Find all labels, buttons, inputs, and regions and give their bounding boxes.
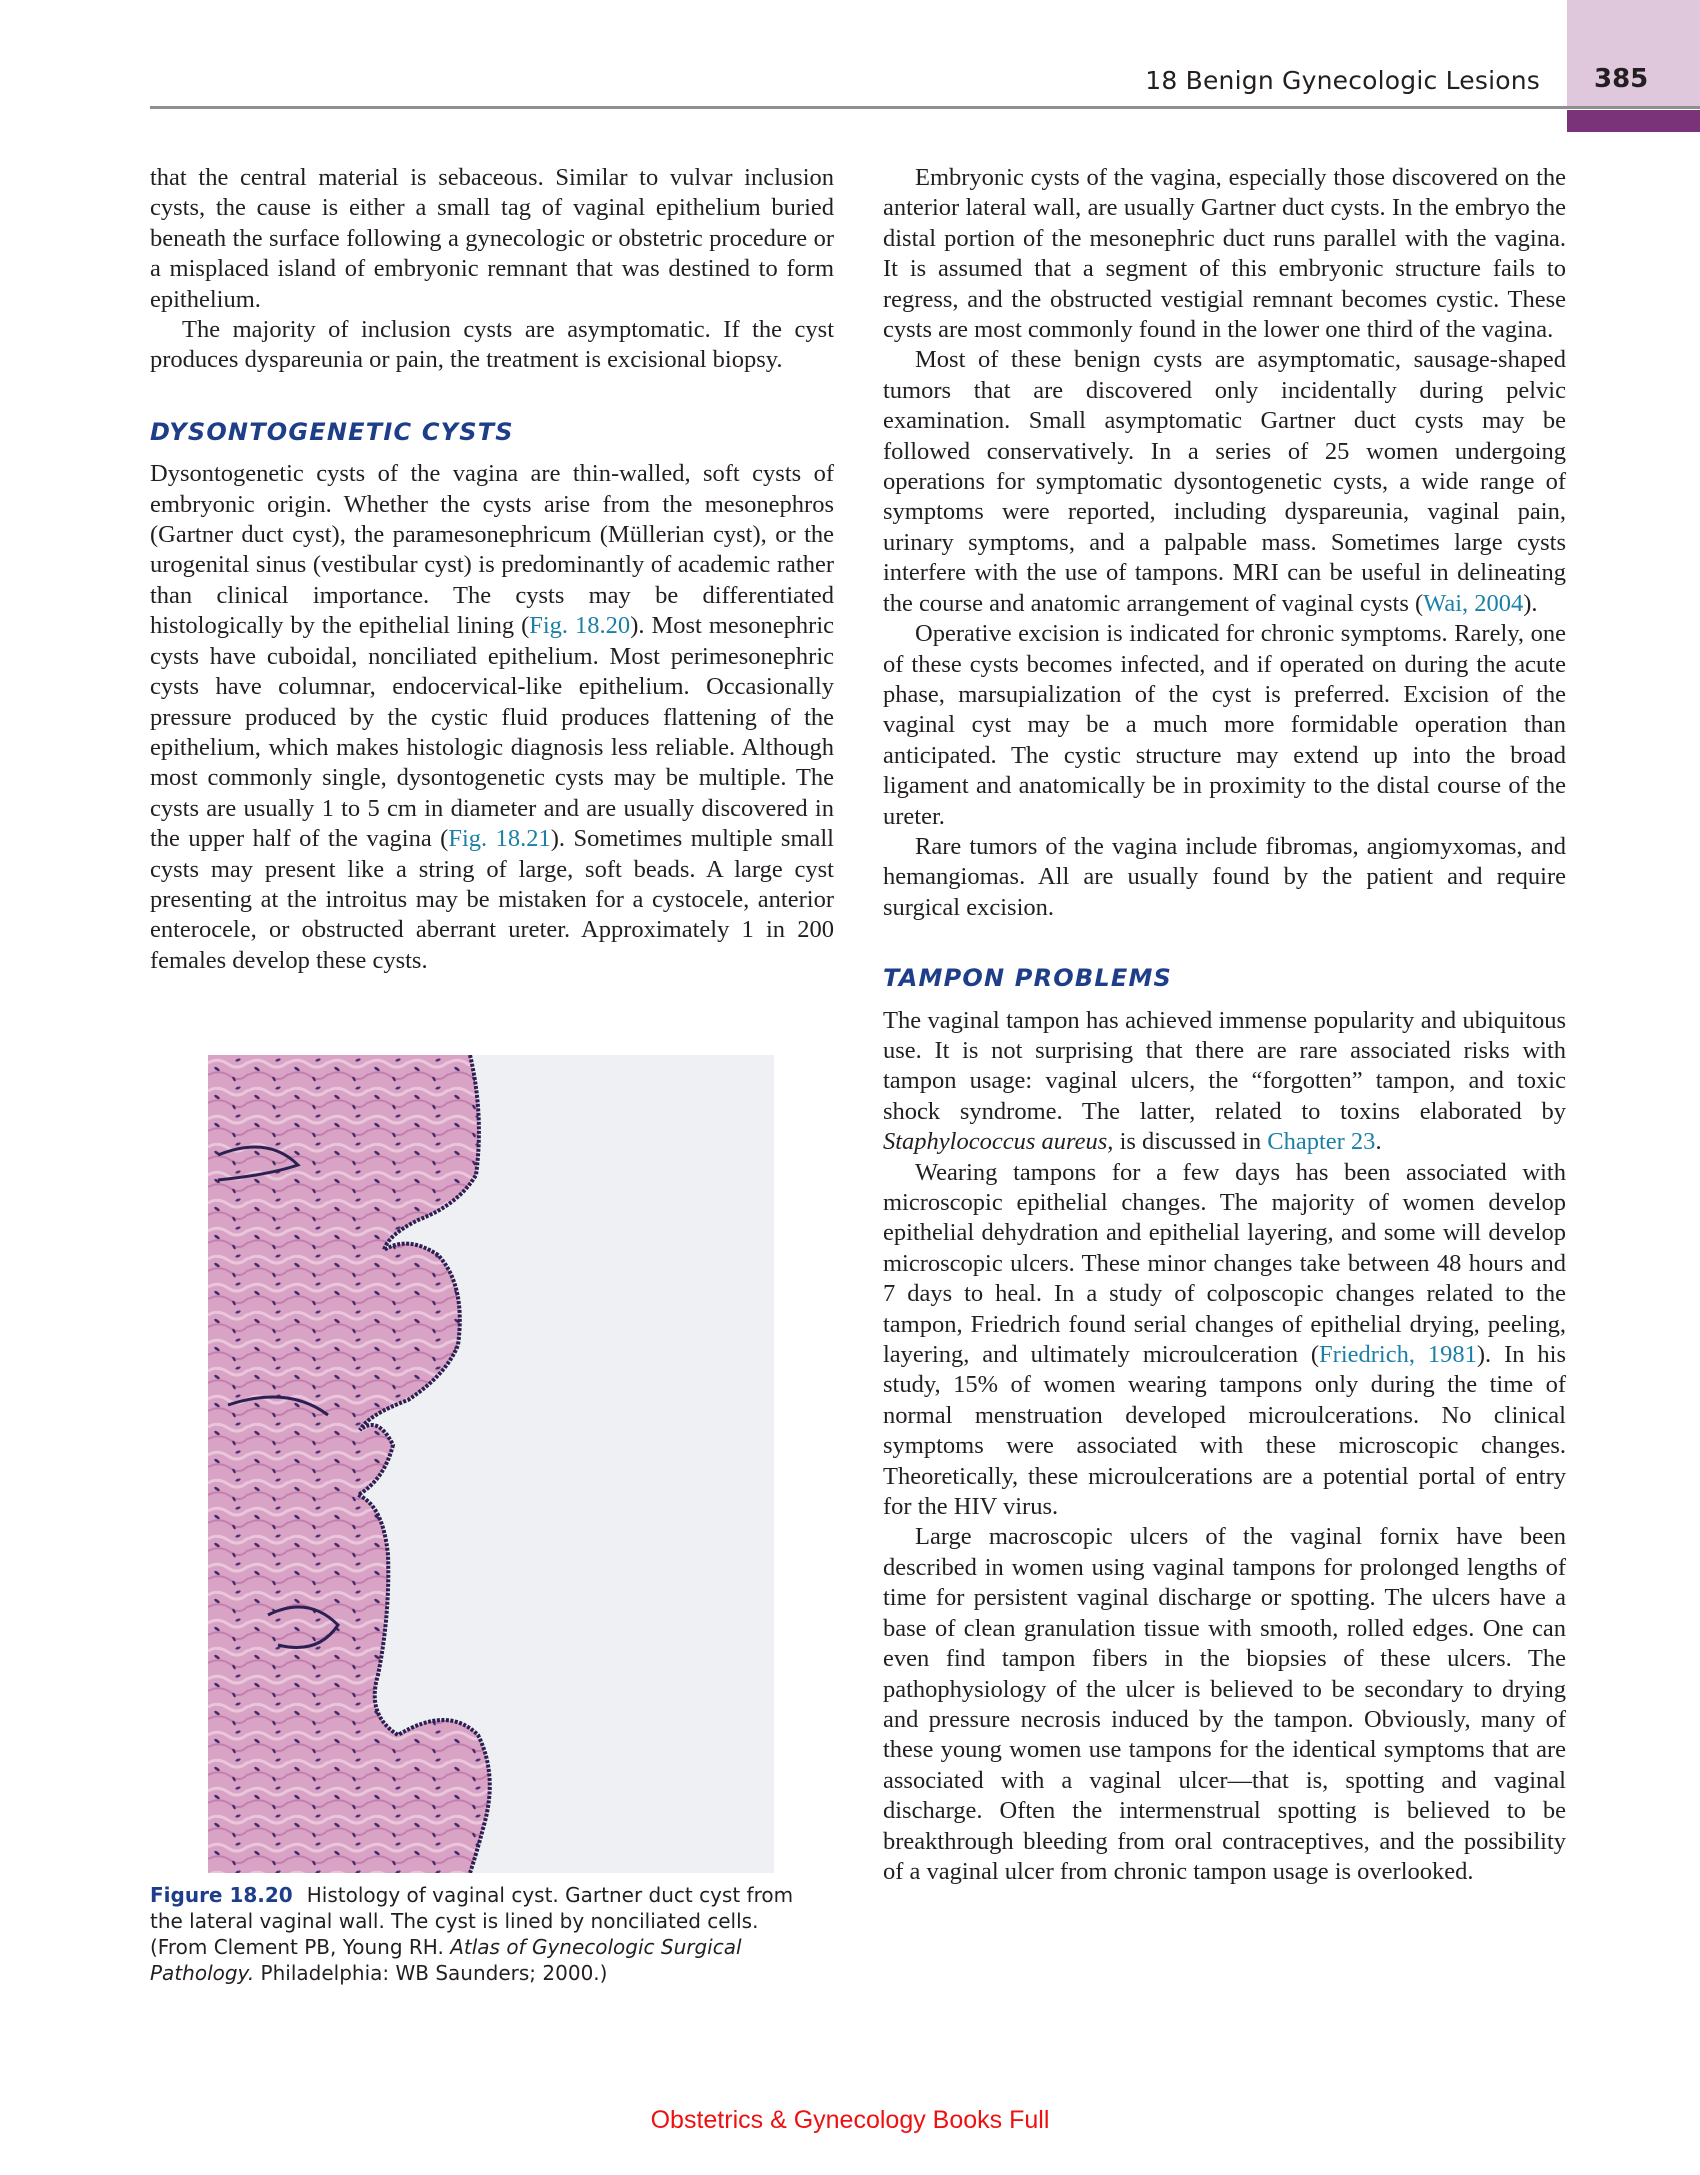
page-number: 385: [1594, 64, 1649, 94]
section-heading-dysontogenetic-cysts: DYSONTOGENETIC CYSTS: [150, 417, 514, 446]
figure-label: Figure 18.20: [150, 1883, 293, 1907]
paragraph: Most of these benign cysts are asymptomatic, sausage-shaped tumors that are discovered only incidentally during pelvic examination. Small asymptomatic Gartner duct cysts may be followed conservatively. In a series of 25 women undergoing operations for symptomatic dysontogenetic cysts, a wide range of symptoms were reported, including dyspareunia, vaginal pain, urinary symptoms, and a palpable mass. Sometimes large cysts interfere with the use of tampons. MRI can be useful in delineating the course and anatomic arrangement of vaginal cysts (Wai, 2004).: [883, 346, 1566, 617]
paragraph: that the central material is sebaceous. Similar to vulvar inclusion cysts, the cause is either a small tag of vaginal epithelium buried beneath the surface following a gynecologic or obstetric procedure or a misplaced island of embryonic remnant that was destined to form epithelium.: [150, 164, 834, 313]
paragraph: Wearing tampons for a few days has been associated with microscopic epithelial changes. The majority of women develop epithelial dehydration and epithelial layering, and some will develop microscopic ulcers. These minor changes take between 48 hours and 7 days to heal. In a study of colposcopic changes related to the tampon, Friedrich found serial changes of epithelial drying, peeling, layering, and ultimately microulceration (Friedrich, 1981). In his study, 15% of women wearing tampons only during the time of normal menstruation developed microulcerations. No clinical symptoms were associated with these microscopic changes. Theoretically, these microulcerations are a potential portal of entry for the HIV virus.: [883, 1158, 1566, 1521]
paragraph: The majority of inclusion cysts are asymptomatic. If the cyst produces dyspareunia or pain, the treatment is excisional biopsy.: [150, 316, 834, 374]
figure-link-18-20[interactable]: Fig. 18.20: [529, 612, 631, 640]
chapter-link-23[interactable]: Chapter 23: [1267, 1128, 1376, 1156]
citation-link-wai-2004[interactable]: Wai, 2004: [1423, 589, 1524, 617]
histology-image: [208, 1055, 774, 1873]
running-head: 18 Benign Gynecologic Lesions: [1145, 66, 1540, 95]
paragraph: Operative excision is indicated for chronic symptoms. Rarely, one of these cysts becomes infected, and if operated on during the acute phase, marsupialization of the cyst is preferred. Excision of the vaginal cyst may be a much more formidable operation than anticipated. The cystic structure may extend up into the broad ligament and anatomically be in proximity to the distal course of the ureter.: [883, 620, 1566, 830]
paragraph: The vaginal tampon has achieved immense popularity and ubiquitous use. It is not surprising that there are rare associated risks with tampon usage: vaginal ulcers, the “forgotten” tampon, and toxic shock syndrome. The latter, related to toxins elaborated by Staphylococcus aureus, is discussed in Chapter 23.: [883, 1006, 1566, 1156]
watermark-text: Obstetrics & Gynecology Books Full: [650, 2106, 1050, 2134]
section-heading-tampon-problems: TAMPON PROBLEMS: [883, 964, 1173, 993]
histology-figure-image: [208, 1055, 774, 1873]
paragraph: Dysontogenetic cysts of the vagina are thin-walled, soft cysts of embryonic origin. Whether the cysts arise from the mesonephros (Gartner duct cyst), the paramesonephricum (Müllerian cyst), or the urogenital sinus (vestibular cyst) is predominantly of academic rather than clinical importance. The cysts may be differentiated histologically by the epithelial lining (Fig. 18.20). Most mesonephric cysts have cuboidal, nonciliated epithelium. Most perimesonephric cysts have columnar, endocervical-like epithelium. Occasionally pressure produced by the cystic fluid produces flattening of the epithelium, which makes histologic diagnosis less reliable. Although most commonly single, dysontogenetic cysts may be multiple. The cysts are usually 1 to 5 cm in diameter and are usually discovered in the upper half of the vagina (Fig. 18.21). Sometimes multiple small cysts may present like a string of large, soft beads. A large cyst presenting at the introitus may be mistaken for a cystocele, anterior enterocele, or obstructed aberrant ureter. Approximately 1 in 200 females develop these cysts.: [150, 460, 835, 974]
figure-link-18-21[interactable]: Fig. 18.21: [448, 825, 551, 853]
header-accent-bar: [1567, 110, 1700, 132]
header-rule: [150, 106, 1700, 109]
figure-caption: Figure 18.20 Histology of vaginal cyst. Gartner duct cyst from the lateral vaginal wall. The cyst is lined by nonciliated cells. (From Clement PB, Young RH. Atlas of Gynecologic Surgical Pathology. Philadelphia: WB Saunders; 2000.): [150, 1883, 794, 1985]
paragraph: Rare tumors of the vagina include fibromas, angiomyxomas, and hemangiomas. All are usually found by the patient and require surgical excision.: [883, 832, 1566, 921]
paragraph: Embryonic cysts of the vagina, especially those discovered on the anterior lateral wall, are usually Gartner duct cysts. In the embryo the distal portion of the mesonephric duct runs parallel with the vagina. It is assumed that a segment of this embryonic structure fails to regress, and the obstructed vestigial remnant becomes cystic. These cysts are most commonly found in the lower one third of the vagina.: [883, 164, 1566, 344]
paragraph: Large macroscopic ulcers of the vaginal fornix have been described in women using vaginal tampons for prolonged lengths of time for persistent vaginal discharge or spotting. The ulcers have a base of clean granulation tissue with smooth, rolled edges. One can even find tampon fibers in the biopsies of these ulcers. The pathophysiology of the ulcer is believed to be secondary to drying and pressure necrosis induced by the tampon. Obviously, many of these young women use tampons for the identical symptoms that are associated with a vaginal ulcer—that is, spotting and vaginal discharge. Often the intermenstrual spotting is believed to be breakthrough bleeding from oral contraceptives, and the possibility of a vaginal ulcer from chronic tampon usage is overlooked.: [883, 1523, 1566, 1885]
citation-link-friedrich-1981[interactable]: Friedrich, 1981: [1319, 1341, 1477, 1369]
right-column: [883, 163, 1566, 1887]
left-column: [150, 163, 834, 976]
